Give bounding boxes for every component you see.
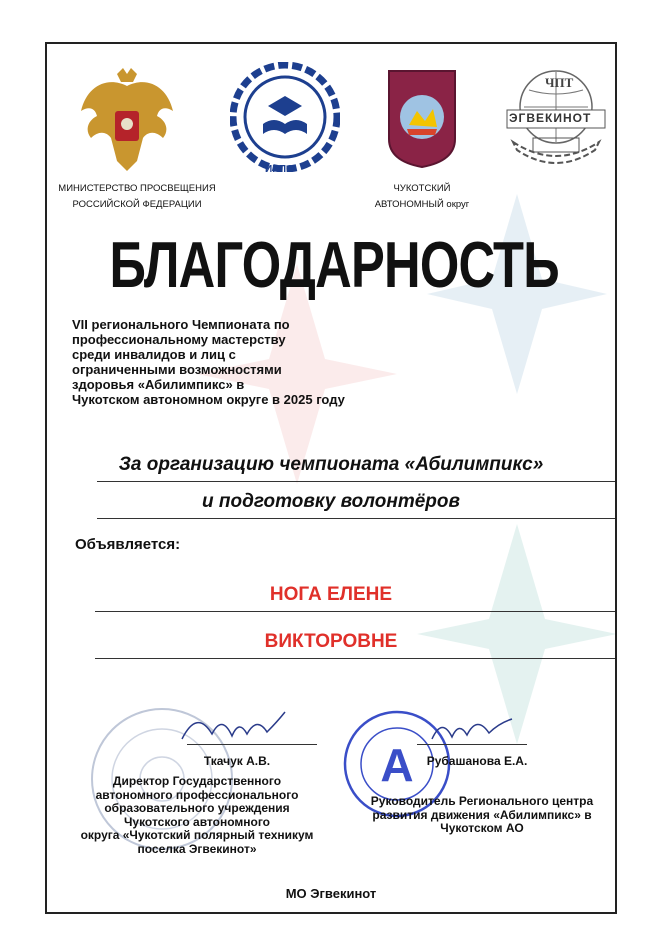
signature-right-icon (427, 709, 517, 749)
signer-right-position (347, 795, 617, 836)
certificate-frame (45, 42, 617, 914)
intro-line: здоровья «Абилимпикс» в (72, 377, 245, 392)
divider-line (95, 658, 617, 659)
region-line-2: АВТОНОМНЫЙ округ (374, 199, 470, 210)
city-label: МО Эгвекинот (285, 886, 377, 901)
divider-line (97, 518, 617, 519)
signer-right-line: развития движения «Абилимпикс» в (372, 807, 592, 822)
divider-line (95, 611, 617, 612)
ministry-line-1: МИНИСТЕРСТВО ПРОСВЕЩЕНИЯ (58, 183, 216, 194)
signer-left-name: Ткачук А.В. (203, 754, 271, 768)
ministry-line-2: РОССИЙСКОЙ ФЕДЕРАЦИИ (72, 199, 202, 210)
certificate-title: БЛАГОДАРНОСТЬ (109, 228, 559, 301)
divider-line (97, 481, 617, 482)
irpo-label: ИРПО (265, 164, 294, 175)
stamp-letter: А (380, 739, 414, 791)
intro-line: ограниченными возможностями (72, 362, 282, 377)
signer-right-name: Рубашанова Е.А. (426, 754, 528, 768)
award-line-1: За организацию чемпионата «Абилимпикс» (118, 454, 544, 475)
signature-left-icon (177, 704, 287, 749)
signer-left-line: Директор Государственного (112, 774, 282, 788)
chpt-logo-bottom-text: ЭГВЕКИНОТ (509, 111, 592, 125)
signature-line-left (187, 744, 317, 745)
region-line-1: ЧУКОТСКИЙ (393, 183, 451, 194)
award-line-2: и подготовку волонтёров (202, 491, 460, 512)
signer-left-line: автономного профессионального (95, 787, 299, 802)
intro-line: VII регионального Чемпионата по (72, 317, 290, 332)
chukotka-coat-of-arms-icon (387, 69, 457, 169)
signer-left-line: Чукотского автономного (123, 814, 271, 829)
announce-label: Объявляется: (75, 536, 181, 553)
intro-line: Чукотском автономном округе в 2025 году (72, 392, 345, 407)
recipient-line-2: ВИКТОРОВНЕ (264, 631, 398, 652)
signature-line-right (417, 744, 527, 745)
signer-right-line: Чукотском АО (440, 821, 524, 835)
eagle-emblem-icon (77, 66, 177, 176)
intro-line: среди инвалидов и лиц с (72, 347, 236, 362)
intro-line: профессиональному мастерству (72, 332, 286, 347)
signer-left-line: поселка Эгвекинот» (137, 841, 257, 856)
recipient-line-1: НОГА ЕЛЕНЕ (269, 584, 393, 605)
chpt-logo-top-text: ЧПТ (545, 75, 574, 90)
signer-right-line: Руководитель Регионального центра (370, 794, 594, 808)
signer-left-position (47, 775, 347, 856)
signer-left-line: образовательного учреждения (104, 801, 290, 815)
signer-left-line: округа «Чукотский полярный техникум (80, 828, 314, 842)
irpo-logo-icon (230, 62, 340, 172)
intro-text (72, 317, 402, 407)
